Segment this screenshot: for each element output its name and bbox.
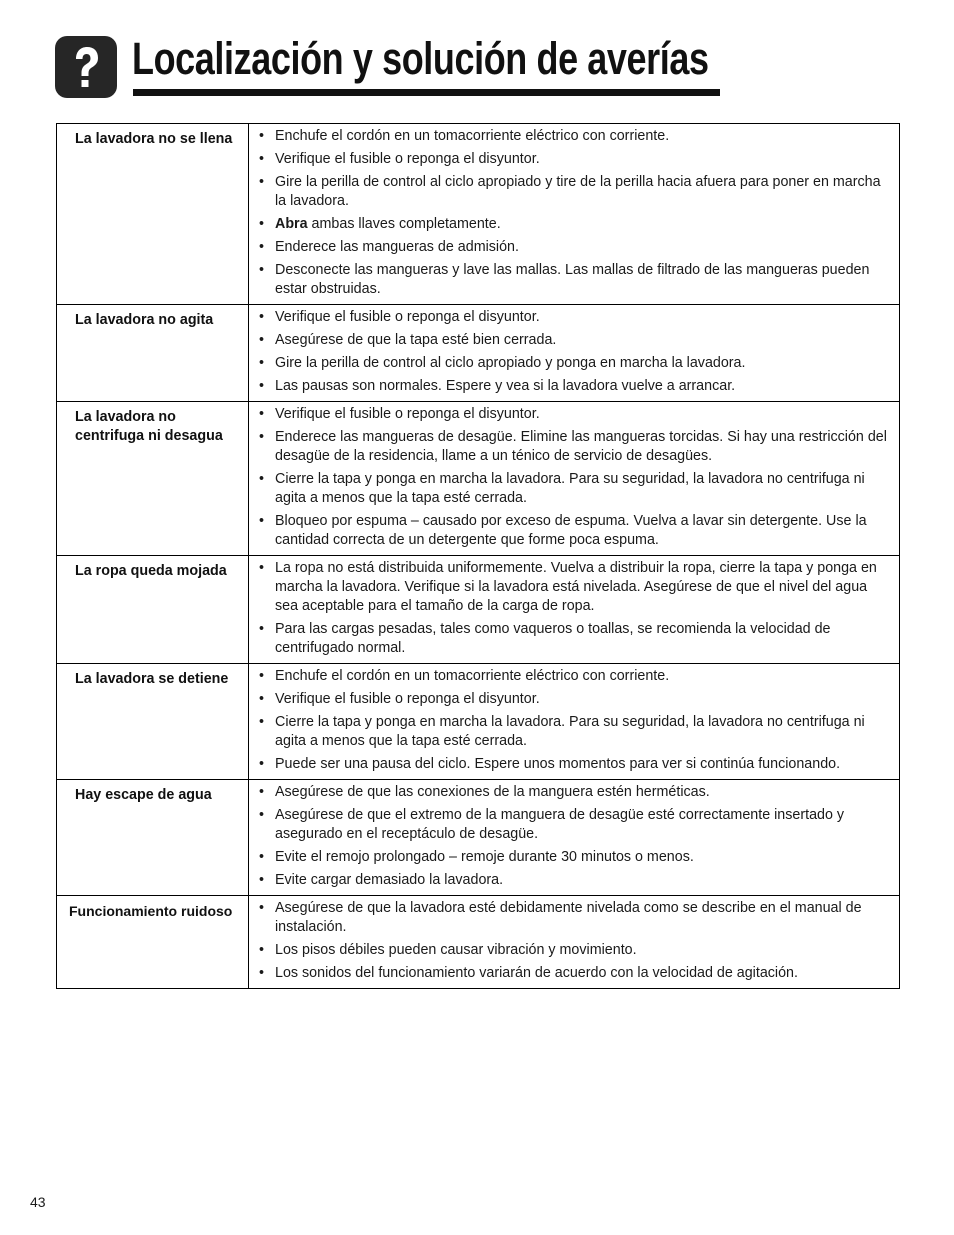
solution-item: • Para las cargas pesadas, tales como vaqueros o toallas, se recomienda la velocidad de centrifugado normal. bbox=[259, 620, 891, 658]
solution-item: • Asegúrese de que la lavadora esté debidamente nivelada como se describe en el manual de instalación. bbox=[259, 899, 891, 937]
solution-item: • Gire la perilla de control al ciclo apropiado y tire de la perilla hacia afuera para poner en marcha la lavadora. bbox=[259, 173, 891, 211]
solution-item: • Enchufe el cordón en un tomacorriente eléctrico con corriente. bbox=[259, 667, 891, 686]
solution-item: • Asegúrese de que el extremo de la manguera de desagüe esté correctamente insertado y asegurado en el receptáculo de desagüe. bbox=[259, 806, 891, 844]
solution-item: • Asegúrese de que la tapa esté bien cerrada. bbox=[259, 331, 891, 350]
solution-item: • Evite el remojo prolongado – remoje durante 30 minutos o menos. bbox=[259, 848, 891, 867]
table-row bbox=[57, 305, 899, 402]
solutions-list bbox=[249, 664, 899, 779]
solution-item: • Los sonidos del funcionamiento variarán de acuerdo con la velocidad de agitación. bbox=[259, 964, 891, 983]
solution-text: ambas llaves completamente. bbox=[307, 216, 501, 232]
solutions-list bbox=[249, 780, 899, 895]
solutions-list bbox=[249, 556, 899, 663]
page-title: Localización y solución de averías bbox=[132, 33, 709, 84]
solution-item: • Bloqueo por espuma – causado por exceso de espuma. Vuelva a lavar sin detergente. Use la cantidad correcta de un detergente que forme poca espuma. bbox=[259, 512, 891, 550]
solutions-list bbox=[249, 124, 899, 304]
solutions-list bbox=[249, 305, 899, 401]
solution-item: • Puede ser una pausa del ciclo. Espere unos momentos para ver si continúa funcionando. bbox=[259, 755, 891, 774]
solution-item: • Enderece las mangueras de desagüe. Elimine las mangueras torcidas. Si hay una restricción del desagüe de la residencia, llame a un ténico de servicio de desagües. bbox=[259, 428, 891, 466]
solution-item: • Verifique el fusible o reponga el disyuntor. bbox=[259, 690, 891, 709]
solution-item: • La ropa no está distribuida uniformemente. Vuelva a distribuir la ropa, cierre la tapa y ponga en marcha la lavadora. Verifique si la lavadora está nivelada. Asegúrese de que el nivel del agua sea aceptable para el tamaño de la carga de ropa. bbox=[259, 559, 891, 616]
table-row bbox=[57, 124, 899, 305]
solution-item: • Gire la perilla de control al ciclo apropiado y ponga en marcha la lavadora. bbox=[259, 354, 891, 373]
solution-item bbox=[259, 215, 891, 234]
table-row bbox=[57, 664, 899, 780]
problem-label: La lavadora se detiene bbox=[57, 664, 249, 779]
troubleshooting-table bbox=[56, 123, 900, 989]
table-row bbox=[57, 402, 899, 556]
problem-label: La lavadora no agita bbox=[57, 305, 249, 401]
solution-item: • Asegúrese de que las conexiones de la manguera estén herméticas. bbox=[259, 783, 891, 802]
page-number: 43 bbox=[30, 1194, 46, 1210]
problem-label: Hay escape de agua bbox=[57, 780, 249, 895]
bold-keyword: Abra bbox=[275, 216, 308, 232]
problem-label: La ropa queda mojada bbox=[57, 556, 249, 663]
solution-item: • Evite cargar demasiado la lavadora. bbox=[259, 871, 891, 890]
problem-label: La lavadora no se llena bbox=[57, 124, 249, 304]
solution-item: • Enchufe el cordón en un tomacorriente eléctrico con corriente. bbox=[259, 127, 891, 146]
solution-item: • Cierre la tapa y ponga en marcha la lavadora. Para su seguridad, la lavadora no centrifuga ni agita a menos que la tapa esté cerrada. bbox=[259, 470, 891, 508]
solution-item: • Las pausas son normales. Espere y vea si la lavadora vuelve a arrancar. bbox=[259, 377, 891, 396]
problem-label: Funcionamiento ruidoso bbox=[57, 896, 249, 988]
question-mark-icon bbox=[55, 36, 117, 98]
table-row bbox=[57, 780, 899, 896]
table-row bbox=[57, 896, 899, 989]
solution-item: • Los pisos débiles pueden causar vibración y movimiento. bbox=[259, 941, 891, 960]
solution-item: • Verifique el fusible o reponga el disyuntor. bbox=[259, 405, 891, 424]
table-row bbox=[57, 556, 899, 664]
solution-item: • Cierre la tapa y ponga en marcha la lavadora. Para su seguridad, la lavadora no centrifuga ni agita a menos que la tapa esté cerrada. bbox=[259, 713, 891, 751]
solutions-list bbox=[249, 896, 899, 988]
solutions-list bbox=[249, 402, 899, 555]
solution-item: • Verifique el fusible o reponga el disyuntor. bbox=[259, 308, 891, 327]
problem-label: La lavadora no centrifuga ni desagua bbox=[57, 402, 249, 555]
solution-item: • Desconecte las mangueras y lave las mallas. Las mallas de filtrado de las mangueras pueden estar obstruidas. bbox=[259, 261, 891, 299]
title-underline bbox=[133, 89, 720, 96]
solution-item: • Verifique el fusible o reponga el disyuntor. bbox=[259, 150, 891, 169]
solution-item: • Enderece las mangueras de admisión. bbox=[259, 238, 891, 257]
